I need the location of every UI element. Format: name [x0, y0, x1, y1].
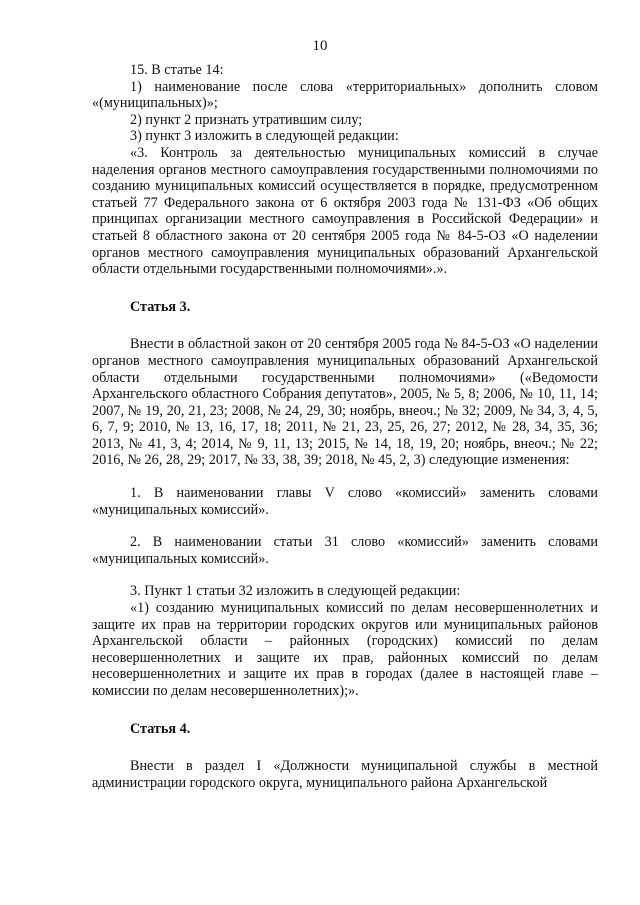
- paragraph-subitem-1: 1) наименование после слова «территориальных» дополнить словом «(муниципальных)»;: [92, 78, 598, 112]
- paragraph-amendment-2: 2. В наименовании статьи 31 слово «комиссий» заменить словами «муниципальных комиссий».: [92, 534, 598, 567]
- paragraph-subitem-2: 2) пункт 2 признать утратившим силу;: [130, 111, 363, 128]
- paragraph-article-4-intro: Внести в раздел I «Должности муниципальной службы в местной администрации городского округа, муниципального района Архангельской: [92, 758, 598, 791]
- paragraph-quoted-point-3: «3. Контроль за деятельностью муниципальных комиссий в случае наделения органов местного самоуправления государственными полномочиями по созданию муниципальных комиссий осуществляется в порядке, предусмотренном статьей 77 Федерального закона от 6 октября 2003 года № 131-ФЗ «Об общих принципах организации местного самоуправления в Российской Федерации» и статьей 8 областного закона от 20 сентября 2005 года № 84-5-ОЗ «О наделении органов местного самоуправления муниципальных образований Архангельской области отдельными государственными полномочиями».».: [92, 144, 598, 278]
- paragraph-amendment-1: 1. В наименовании главы V слово «комиссий» заменить словами «муниципальных комиссий».: [92, 485, 598, 518]
- paragraph-article-3-intro: Внести в областной закон от 20 сентября 2005 года № 84-5-ОЗ «О наделении органов местного самоуправления муниципальных образований Архангельской области отдельными государственными полномочиями» («Ведомости Архангельского областного Собрания депутатов», 2005, № 5, 8; 2006, № 10, 11, 14; 2007, № 19, 20, 21, 23; 2008, № 24, 29, 30; ноябрь, внеоч.; № 32; 2009, № 34, 3, 4, 5, 6, 7, 9; 2010, № 13, 16, 17, 18; 2011, № 21, 23, 25, 26, 27; 2012, № 28, 34, 35, 36; 2013, № 41, 3, 4; 2014, № 9, 11, 13; 2015, № 14, 18, 19, 20; ноябрь, внеоч.; № 22; 2016, № 26, 28, 29; 2017, № 33, 38, 39; 2018, № 45, 2, 3) следующие изменения:: [92, 336, 598, 469]
- paragraph-amendment-3: 3. Пункт 1 статьи 32 изложить в следующей редакции:: [130, 583, 461, 600]
- page-number: 10: [312, 38, 328, 54]
- paragraph-item-15: 15. В статье 14:: [130, 62, 224, 78]
- article-4-heading: Статья 4.: [130, 720, 191, 737]
- paragraph-quoted-point-1: «1) созданию муниципальных комиссий по делам несовершеннолетних и защите их прав на территории городских округов или муниципальных районов Архангельской области – районных (городских) комиссий по делам несовершеннолетних и защите их прав, районных комиссий по делам несовершеннолетних и защите их прав в городах (далее в настоящей главе – комиссии по делам несовершеннолетних);».: [92, 600, 598, 699]
- paragraph-subitem-3: 3) пункт 3 изложить в следующей редакции:: [130, 128, 399, 145]
- article-3-heading: Статья 3.: [130, 298, 191, 315]
- document-body: [92, 62, 598, 791]
